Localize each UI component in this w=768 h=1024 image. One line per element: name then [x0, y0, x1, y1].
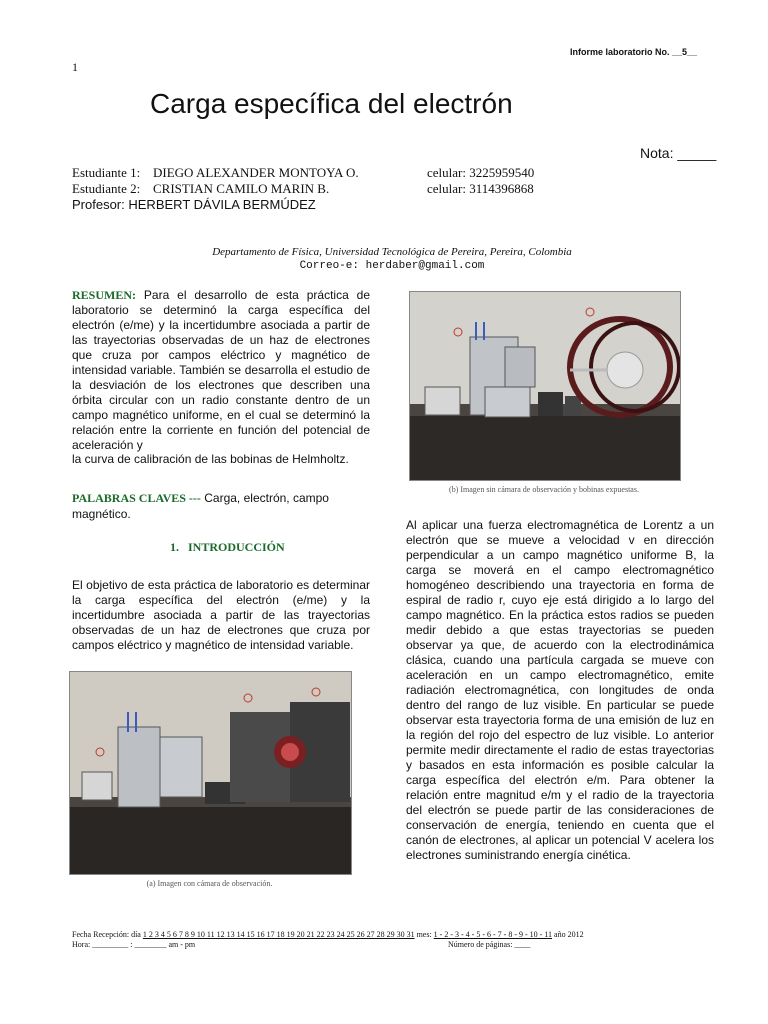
- report-number-label: Informe laboratorio No. __5__: [570, 47, 698, 57]
- page-number: 1: [72, 60, 78, 74]
- student-2-phone: celular: 3114396868: [427, 181, 534, 196]
- grade-field: Nota: _____: [640, 145, 717, 161]
- abstract: [72, 288, 370, 453]
- section-title: INTRODUCCIÓN: [188, 540, 285, 554]
- affiliation: Departamento de Física, Universidad Tecnológica de Pereira, Pereira, Colombia: [212, 246, 572, 258]
- student-1-phone: celular: 3225959540: [427, 165, 535, 180]
- footer-year: año 2012: [554, 930, 584, 939]
- student-1-name: DIEGO ALEXANDER MONTOYA O.: [153, 165, 359, 180]
- keywords-text: Carga, electrón, campo magnético.: [72, 491, 329, 521]
- footer-time-line: Hora: _________ : ________ am - pm: [72, 940, 196, 949]
- footer-date-label: Fecha Recepción: día: [72, 930, 141, 939]
- keywords-label: PALABRAS CLAVES ---: [72, 491, 201, 505]
- figure-a-caption: (a) Imagen con cámara de observación.: [146, 879, 273, 888]
- figure-a-image: [69, 671, 352, 875]
- keywords: [72, 490, 370, 522]
- paper-title: Carga específica del electrón: [150, 88, 513, 119]
- abstract-last-line: la curva de calibración de las bobinas de Helmholtz.: [72, 452, 349, 466]
- figure-b-caption: (b) Imagen sin cámara de observación y bobinas expuestas.: [449, 485, 639, 494]
- footer-months: 1 - 2 - 3 - 4 - 5 - 6 - 7 - 8 - 9 - 10 - 11: [433, 930, 553, 939]
- footer-reception-line: [72, 930, 584, 939]
- professor-name: HERBERT DÁVILA BERMÚDEZ: [128, 197, 316, 212]
- section-number: 1.: [170, 540, 179, 554]
- author-email: Correo-e: herdaber@gmail.com: [299, 260, 485, 272]
- lab-photo-helmholtz-coils: [410, 292, 680, 480]
- section-heading: [170, 540, 285, 555]
- student-2-label: Estudiante 2:: [72, 181, 141, 196]
- figure-b-image: [409, 291, 681, 481]
- student-2-name: CRISTIAN CAMILO MARIN B.: [153, 181, 330, 196]
- theory-paragraph: Al aplicar una fuerza electromagnética de Lorentz a un electrón que se mueve a velocidad v en dirección perpendicular a un campo magnético uniforme B, la carga se moverá en el campo electromagnético homogéneo describiendo una trayectoria en forma de espiral de radio r, cuyo eje está dirigido a lo largo del campo magnético. En la práctica estos radios se pueden medir debido a que estas trayectorias se pueden observar ya que, de acuerdo con la electrodinámica clásica, cuando una partícula cargada se mueve con aceleración en un campo electromagnético, emite radiación electromagnética, con longitudes de onda dentro del rango de luz visible. En particular se puede observar esta trayectoria forma de una emisión de luz en la región del rojo del espectro de luz visible. Lo anterior permite medir directamente el radio de estas trayectorias y basados en esta información es posible calcular la carga específica del electrón e/m. Para obtener la relación entre magnitud e/m y el radio de la trayectoria del electrón se puede partir de las consideraciones de conservación de energía, teniendo en cuenta que el canón de electrones, al aplicar un potencial V acelera los electrones suministrando energía cinética.: [406, 518, 714, 862]
- lab-photo-with-camera: [70, 672, 351, 874]
- abstract-text: Para el desarrollo de esta práctica de laboratorio se determinó la carga específica del electrón (e/me) y la incertidumbre asociada a partir de las trayectorias observadas de un haz de electrones que cruza por campos eléctrico y magnético de intensidad variable. También se desarrolla el estudio de la desviación de los electrones que describen una órbita circular con un radio constante dentro de un campo magnético uniforme, en el cual se determinó la relación entre la corriente en función del potencial de aceleración y: [72, 288, 370, 452]
- student-1-label: Estudiante 1:: [72, 165, 141, 180]
- professor-line: [72, 197, 316, 212]
- footer-month-label: mes:: [416, 930, 432, 939]
- footer-pages: Número de páginas: ____: [448, 940, 531, 949]
- footer-days: 1 2 3 4 5 6 7 8 9 10 11 12 13 14 15 16 17 18 19 20 21 22 23 24 25 26 27 28 29 30 31: [142, 930, 415, 939]
- intro-paragraph: El objetivo de esta práctica de laboratorio es determinar la carga específica del electrón (e/me) y la incertidumbre asociada a partir de las trayectorias observadas de un haz de electrones que cruza por campos eléctrico y magnético de intensidad variable.: [72, 578, 370, 652]
- professor-label: Profesor:: [72, 197, 125, 212]
- abstract-label: RESUMEN:: [72, 288, 137, 302]
